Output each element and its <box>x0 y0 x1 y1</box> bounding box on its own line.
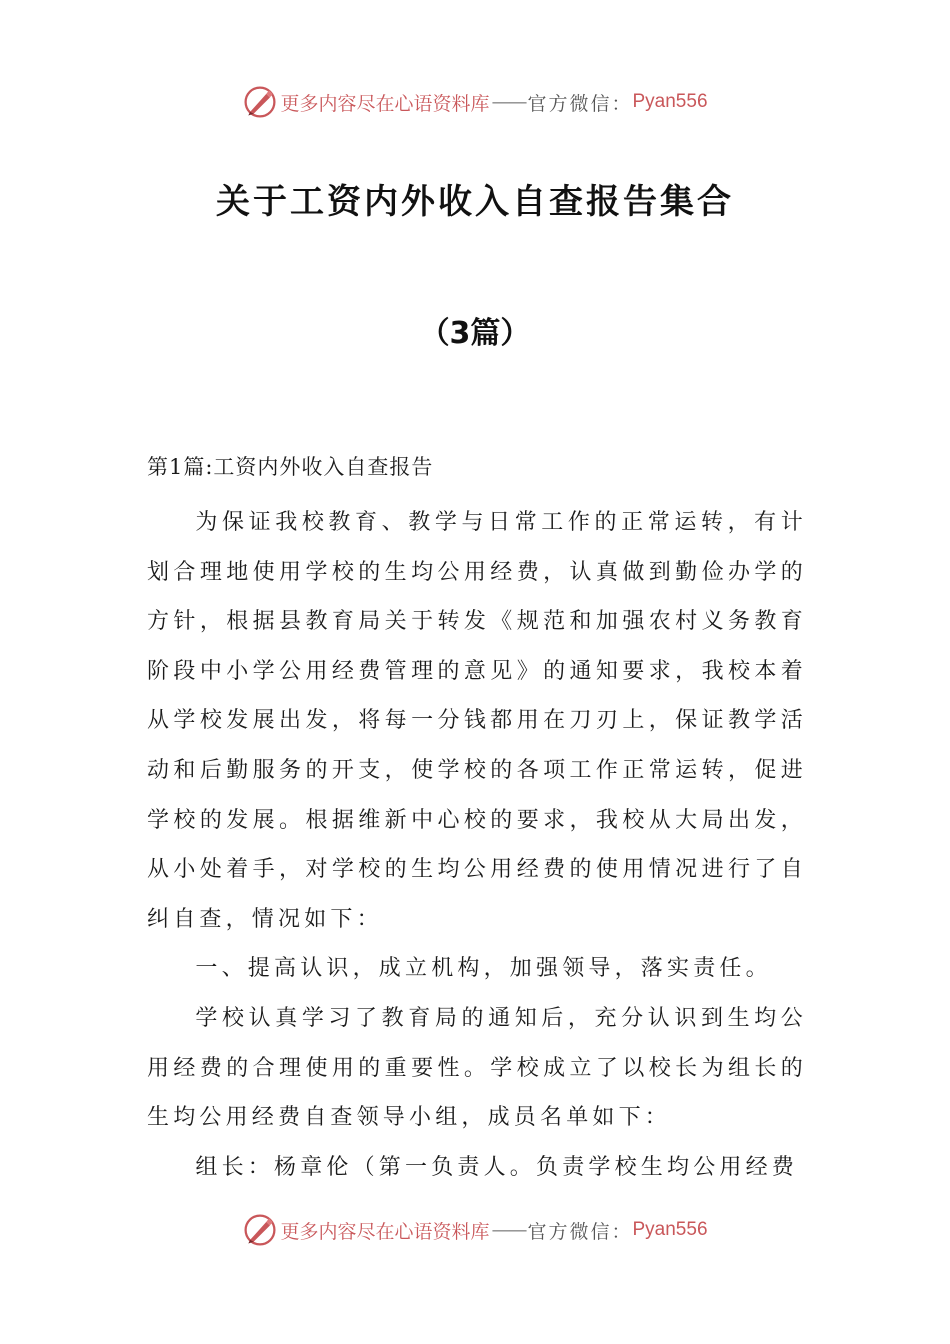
banner-dash: —— <box>491 1219 526 1241</box>
pen-logo-icon <box>242 84 278 120</box>
banner-wechat-label: 官方微信： <box>527 92 633 115</box>
banner-wechat-label: 官方微信： <box>527 1220 633 1243</box>
banner-wechat-account: Pyan556 <box>632 91 708 112</box>
banner-wechat-account: Pyan556 <box>632 1219 708 1240</box>
banner-dash: —— <box>491 91 526 113</box>
body-paragraph: 学校认真学习了教育局的通知后，充分认识到生均公用经费的合理使用的重要性。学校成立了以校长为组长的生均公用经费自查领导小组，成员名单如下： <box>147 1005 807 1131</box>
section-heading: 第1篇:工资内外收入自查报告 <box>147 455 434 479</box>
footer-banner <box>0 1210 950 1250</box>
body-paragraph: 组长：杨章伦（第一负责人。负责学校生均公用经费 <box>195 1154 798 1180</box>
banner-brand-text: 更多内容尽在心语资料库 <box>280 92 490 115</box>
pen-logo-icon <box>242 1212 278 1248</box>
banner-brand-text: 更多内容尽在心语资料库 <box>280 1220 490 1243</box>
document-body <box>147 448 807 1192</box>
body-paragraph: 为保证我校教育、教学与日常工作的正常运转，有计划合理地使用学校的生均公用经费，认真做到勤俭办学的方针，根据县教育局关于转发《规范和加强农村义务教育阶段中小学公用经费管理的意见》的通知要求，我校本着从学校发展出发，将每一分钱都用在刀刃上，保证教学活动和后勤服务的开支，使学校的各项工作正常运转，促进学校的发展。根据维新中心校的要求，我校从大局出发，从小处着手，对学校的生均公用经费的使用情况进行了自纠自查，情况如下： <box>147 510 807 932</box>
body-paragraph: 一、提高认识，成立机构，加强领导，落实责任。 <box>195 956 772 982</box>
document-subtitle: （3篇） <box>419 316 531 351</box>
document-title: 关于工资内外收入自查报告集合 <box>216 182 734 222</box>
header-banner <box>0 82 950 122</box>
